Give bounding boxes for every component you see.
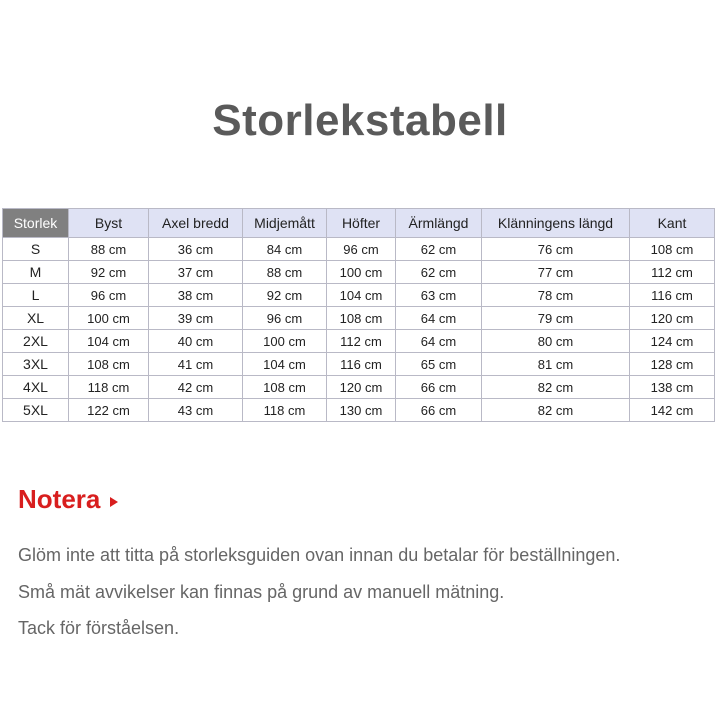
table-cell: 120 cm xyxy=(630,307,715,330)
table-cell: 41 cm xyxy=(149,353,243,376)
table-cell: 104 cm xyxy=(243,353,327,376)
table-cell: 38 cm xyxy=(149,284,243,307)
table-cell: 108 cm xyxy=(69,353,149,376)
table-cell: 122 cm xyxy=(69,399,149,422)
table-cell: S xyxy=(3,238,69,261)
table-cell: 96 cm xyxy=(69,284,149,307)
table-cell: 43 cm xyxy=(149,399,243,422)
table-cell: 82 cm xyxy=(482,399,630,422)
triangle-right-icon xyxy=(110,497,118,507)
table-cell: 62 cm xyxy=(396,238,482,261)
size-table xyxy=(2,208,715,422)
table-cell: 42 cm xyxy=(149,376,243,399)
table-cell: 96 cm xyxy=(327,238,396,261)
table-cell: 80 cm xyxy=(482,330,630,353)
table-cell: 77 cm xyxy=(482,261,630,284)
table-cell: 108 cm xyxy=(327,307,396,330)
table-row xyxy=(3,399,715,422)
table-row xyxy=(3,238,715,261)
table-row xyxy=(3,261,715,284)
table-cell: 118 cm xyxy=(69,376,149,399)
table-cell: 88 cm xyxy=(243,261,327,284)
table-cell: 39 cm xyxy=(149,307,243,330)
table-cell: 124 cm xyxy=(630,330,715,353)
table-cell: 82 cm xyxy=(482,376,630,399)
header-hips: Höfter xyxy=(327,209,396,238)
table-cell: 81 cm xyxy=(482,353,630,376)
note-line: Små mät avvikelser kan finnas på grund av manuell mätning. xyxy=(18,582,505,602)
table-cell: 84 cm xyxy=(243,238,327,261)
header-sleeve: Ärmlängd xyxy=(396,209,482,238)
table-cell: 65 cm xyxy=(396,353,482,376)
note-line: Tack för förståelsen. xyxy=(18,618,180,638)
table-cell: 100 cm xyxy=(327,261,396,284)
table-cell: 76 cm xyxy=(482,238,630,261)
table-cell: 108 cm xyxy=(243,376,327,399)
table-cell: 104 cm xyxy=(327,284,396,307)
table-cell: 2XL xyxy=(3,330,69,353)
note-heading xyxy=(18,484,118,515)
table-cell: 108 cm xyxy=(630,238,715,261)
table-cell: 118 cm xyxy=(243,399,327,422)
table-cell: 64 cm xyxy=(396,330,482,353)
table-cell: 120 cm xyxy=(327,376,396,399)
table-row xyxy=(3,307,715,330)
table-cell: 112 cm xyxy=(327,330,396,353)
header-hem: Kant xyxy=(630,209,715,238)
table-cell: 66 cm xyxy=(396,399,482,422)
table-cell: 63 cm xyxy=(396,284,482,307)
table-cell: 116 cm xyxy=(327,353,396,376)
header-bust: Byst xyxy=(69,209,149,238)
header-shoulder: Axel bredd xyxy=(149,209,243,238)
table-cell: 130 cm xyxy=(327,399,396,422)
table-cell: 36 cm xyxy=(149,238,243,261)
table-cell: XL xyxy=(3,307,69,330)
table-cell: 64 cm xyxy=(396,307,482,330)
table-cell: 88 cm xyxy=(69,238,149,261)
note-line: Glöm inte att titta på storleksguiden ovan innan du betalar för beställningen. xyxy=(18,545,621,565)
table-cell: 37 cm xyxy=(149,261,243,284)
table-cell: 128 cm xyxy=(630,353,715,376)
header-dress-length: Klänningens längd xyxy=(482,209,630,238)
table-cell: 142 cm xyxy=(630,399,715,422)
table-cell: 104 cm xyxy=(69,330,149,353)
table-cell: 138 cm xyxy=(630,376,715,399)
table-cell: 62 cm xyxy=(396,261,482,284)
table-row xyxy=(3,284,715,307)
table-row xyxy=(3,376,715,399)
table-cell: 5XL xyxy=(3,399,69,422)
table-row xyxy=(3,353,715,376)
table-cell: 78 cm xyxy=(482,284,630,307)
table-cell: 4XL xyxy=(3,376,69,399)
table-cell: 112 cm xyxy=(630,261,715,284)
table-cell: 116 cm xyxy=(630,284,715,307)
table-cell: 79 cm xyxy=(482,307,630,330)
table-row xyxy=(3,330,715,353)
table-header-row xyxy=(3,209,715,238)
page-title: Storlekstabell xyxy=(212,96,508,145)
table-cell: M xyxy=(3,261,69,284)
table-cell: 92 cm xyxy=(69,261,149,284)
table-cell: 96 cm xyxy=(243,307,327,330)
table-cell: 40 cm xyxy=(149,330,243,353)
table-cell: 66 cm xyxy=(396,376,482,399)
table-cell: 3XL xyxy=(3,353,69,376)
table-cell: L xyxy=(3,284,69,307)
table-cell: 92 cm xyxy=(243,284,327,307)
note-heading-label: Notera xyxy=(18,484,101,514)
header-size: Storlek xyxy=(3,209,69,238)
table-cell: 100 cm xyxy=(243,330,327,353)
table-cell: 100 cm xyxy=(69,307,149,330)
header-waist: Midjemått xyxy=(243,209,327,238)
